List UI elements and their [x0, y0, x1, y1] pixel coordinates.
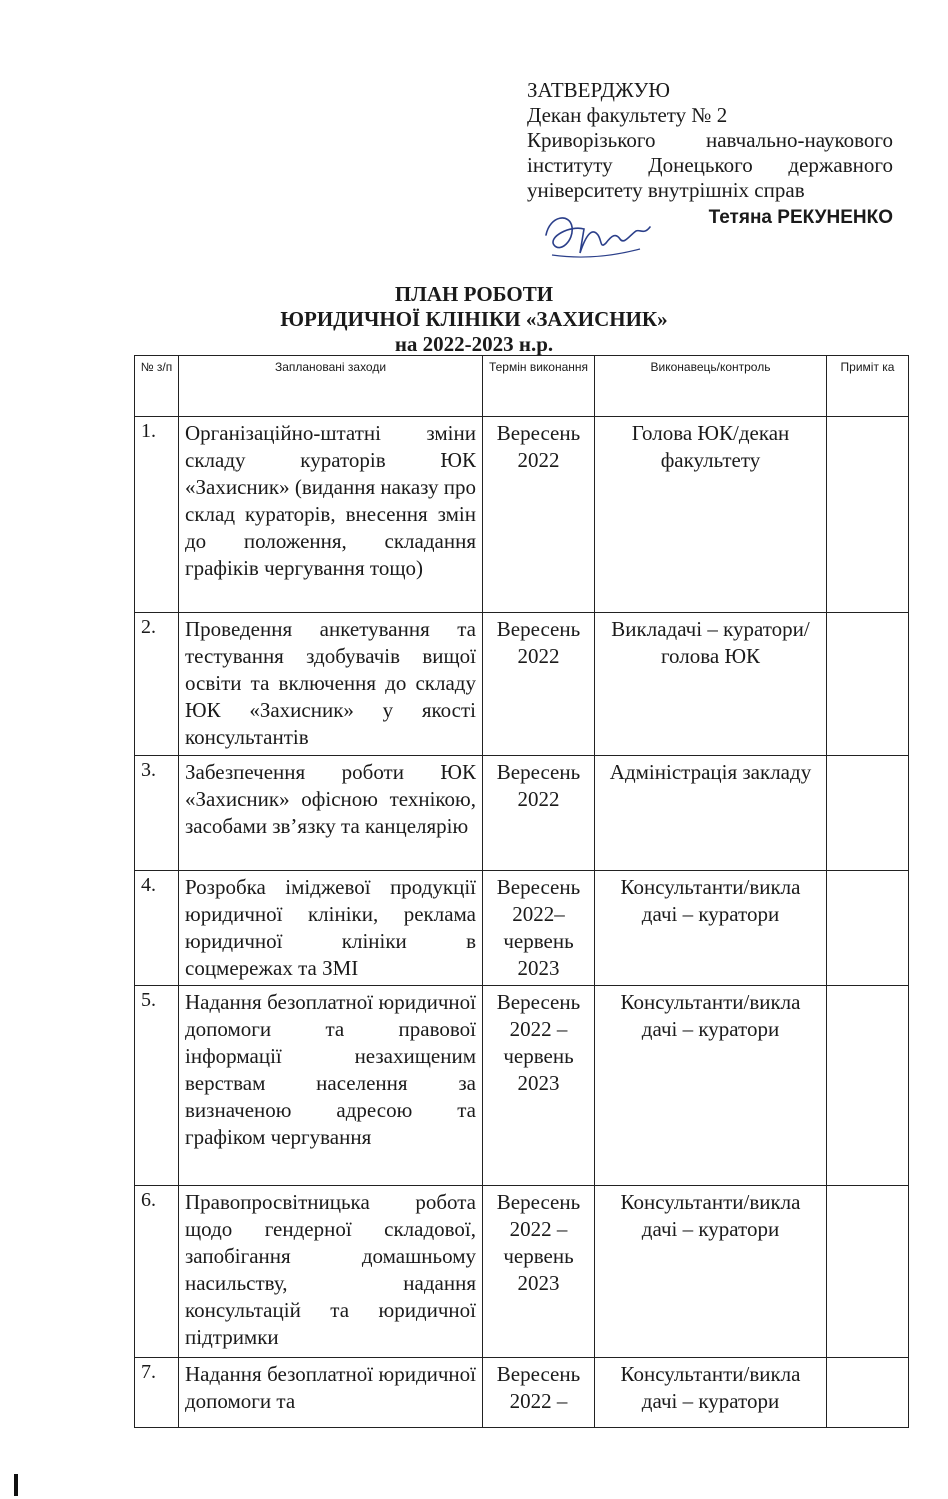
row-num: 3.: [135, 756, 179, 871]
header-event: Заплановані заходи: [179, 356, 483, 417]
row-event: Правопросвітницька робота щодо гендерної складової, запобігання домашньому насильству, надання консультацій та юридичної підтримки: [179, 1186, 483, 1358]
title-line: на 2022-2023 н.р.: [394, 332, 554, 356]
row-num: 5.: [135, 986, 179, 1186]
header-responsible: Виконавець/контроль: [595, 356, 827, 417]
row-responsible: Адміністрація закладу: [595, 756, 827, 871]
row-term: Вересень 2022– червень 2023: [483, 871, 595, 986]
row-term: Вересень 2022 – червень 2023: [483, 1186, 595, 1358]
row-num: 4.: [135, 871, 179, 986]
row-num: 6.: [135, 1186, 179, 1358]
work-plan-table: [134, 355, 909, 1428]
header-num: № з/п: [135, 356, 179, 417]
title-line: ЮРИДИЧНОЇ КЛІНІКИ «ЗАХИСНИК»: [280, 307, 668, 331]
row-responsible: Голова ЮК/декан факультету: [595, 417, 827, 613]
row-term: Вересень 2022 – червень 2023: [483, 986, 595, 1186]
title-line: ПЛАН РОБОТИ: [394, 282, 554, 306]
table-row: [135, 417, 909, 613]
row-note: [827, 1186, 909, 1358]
table-row: [135, 986, 909, 1186]
row-note: [827, 871, 909, 986]
row-event: Надання безоплатної юридичної допомоги та: [179, 1358, 483, 1428]
approval-position: Декан факультету № 2: [527, 103, 728, 127]
table-row: [135, 1358, 909, 1428]
row-responsible: Викладачі – куратори/голова ЮК: [595, 613, 827, 756]
approval-heading: ЗАТВЕРДЖУЮ: [527, 78, 670, 102]
row-term: Вересень 2022: [483, 417, 595, 613]
row-note: [827, 756, 909, 871]
row-note: [827, 1358, 909, 1428]
signature-image: [540, 205, 660, 265]
header-term: Термін виконання: [483, 356, 595, 417]
table-row: [135, 1186, 909, 1358]
table-header-row: [135, 356, 909, 417]
signer-name: Тетяна РЕКУНЕНКО: [708, 207, 893, 228]
header-note: Приміт ка: [827, 356, 909, 417]
table-row: [135, 756, 909, 871]
row-event: Проведення анкетування та тестування здобувачів вищої освіти та включення до складу ЮК «Захисник» у якості консультантів: [179, 613, 483, 756]
approval-institute-line: Криворізького навчально-наукового: [527, 128, 893, 152]
row-note: [827, 613, 909, 756]
row-responsible: Консультанти/викла дачі – куратори: [595, 1358, 827, 1428]
row-event: Надання безоплатної юридичної допомоги та правової інформації незахищеним верствам населення за визначеною адресою та графіком чергування: [179, 986, 483, 1186]
row-num: 2.: [135, 613, 179, 756]
row-term: Вересень 2022: [483, 613, 595, 756]
document-title: [0, 282, 948, 357]
table-row: [135, 871, 909, 986]
row-note: [827, 986, 909, 1186]
row-responsible: Консультанти/викла дачі – куратори: [595, 1186, 827, 1358]
row-responsible: Консультанти/викла дачі – куратори: [595, 986, 827, 1186]
row-event: Розробка іміджевої продукції юридичної клініки, реклама юридичної клініки в соцмережах та ЗМІ: [179, 871, 483, 986]
row-responsible: Консультанти/викла дачі – куратори: [595, 871, 827, 986]
row-term: Вересень 2022 –: [483, 1358, 595, 1428]
row-event: Організаційно-штатні зміни складу кураторів ЮК «Захисник» (видання наказу про склад кураторів, внесення змін до положення, складання графіків чергування тощо): [179, 417, 483, 613]
row-event: Забезпечення роботи ЮК «Захисник» офісною технікою, засобами зв’язку та канцелярію: [179, 756, 483, 871]
approval-institute-line: інституту Донецького державного: [527, 153, 893, 177]
scan-edge-mark: [14, 1474, 18, 1496]
table-row: [135, 613, 909, 756]
row-num: 7.: [135, 1358, 179, 1428]
row-note: [827, 417, 909, 613]
row-num: 1.: [135, 417, 179, 613]
row-term: Вересень 2022: [483, 756, 595, 871]
approval-institute-line: університету внутрішніх справ: [527, 178, 805, 202]
